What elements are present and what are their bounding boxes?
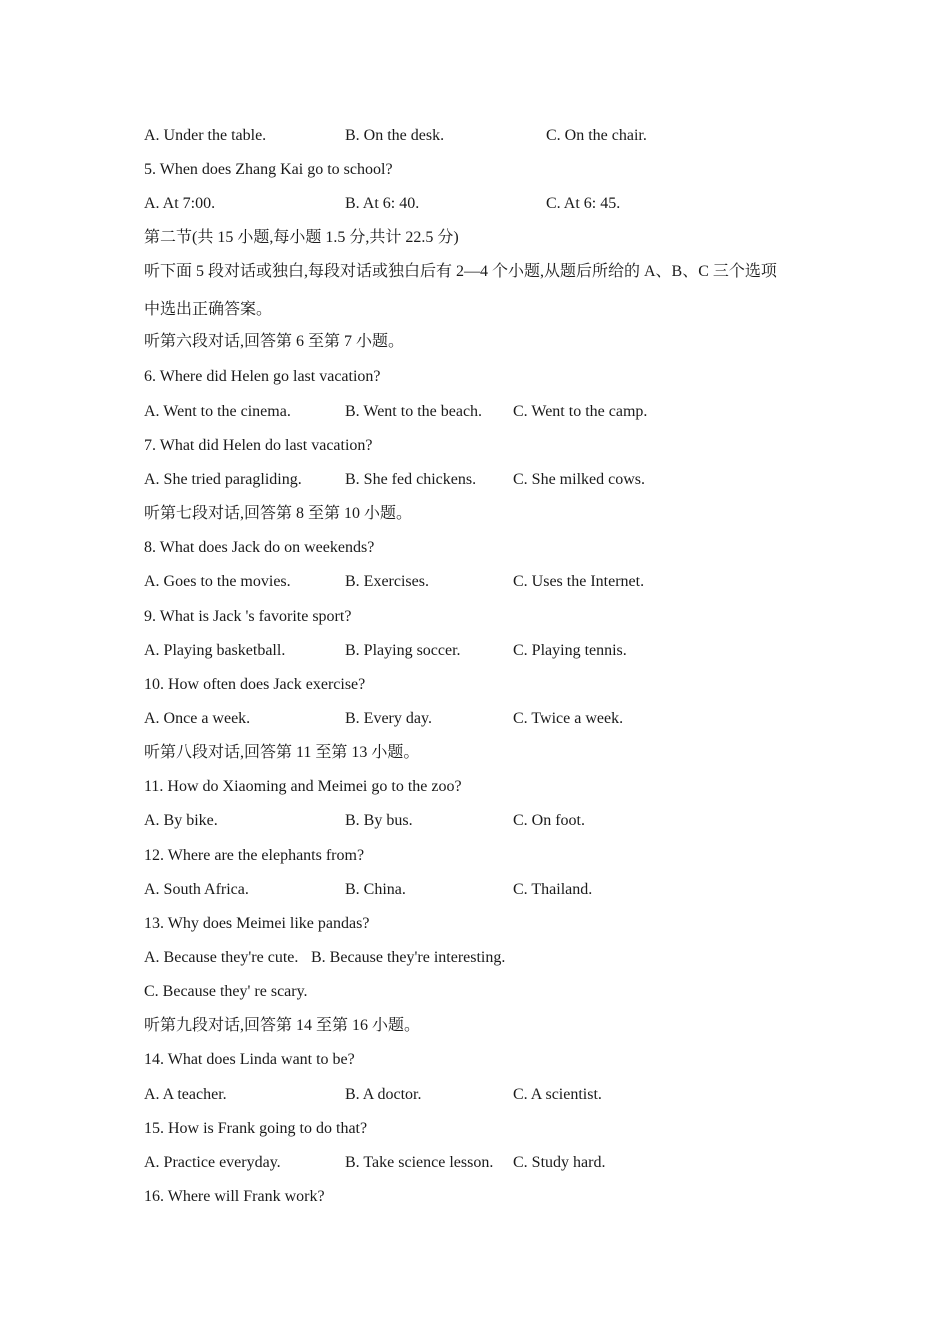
answer-option: A. Went to the cinema.	[144, 403, 291, 420]
instruction-text: 第二节(共 15 小题,每小题 1.5 分,共计 22.5 分)	[144, 229, 459, 246]
answer-option: B. Every day.	[345, 710, 432, 727]
answer-options-row	[144, 811, 824, 831]
answer-option: C. A scientist.	[513, 1086, 602, 1103]
answer-option: A. Because they're cute.	[144, 949, 299, 966]
answer-option: B. A doctor.	[345, 1086, 422, 1103]
answer-option: A. By bike.	[144, 812, 218, 829]
answer-option: A. Goes to the movies.	[144, 573, 291, 590]
instruction-text: 听第六段对话,回答第 6 至第 7 小题。	[144, 333, 405, 350]
answer-option: B. Playing soccer.	[345, 642, 461, 659]
question-text: 6. Where did Helen go last vacation?	[144, 368, 381, 385]
answer-option: A. South Africa.	[144, 881, 249, 898]
answer-option: C. Study hard.	[513, 1154, 606, 1171]
question-text: 15. How is Frank going to do that?	[144, 1120, 368, 1137]
answer-options-row	[144, 470, 824, 490]
question-text: 9. What is Jack 's favorite sport?	[144, 608, 352, 625]
answer-option: A. She tried paragliding.	[144, 471, 302, 488]
answer-options-row	[144, 709, 824, 729]
answer-option: B. Exercises.	[345, 573, 429, 590]
instruction-text: C. Because they' re scary.	[144, 983, 308, 1000]
answer-option: A. Once a week.	[144, 710, 251, 727]
answer-option: A. At 7:00.	[144, 195, 216, 212]
question-text: 12. Where are the elephants from?	[144, 847, 365, 864]
answer-option: C. On the chair.	[546, 127, 647, 144]
instruction-text: 听第七段对话,回答第 8 至第 10 小题。	[144, 505, 413, 522]
answer-option: B. Take science lesson.	[345, 1154, 494, 1171]
answer-options-row	[144, 194, 824, 214]
instruction-text: 听第八段对话,回答第 11 至第 13 小题。	[144, 744, 420, 761]
answer-option: B. China.	[345, 881, 406, 898]
question-text: 5. When does Zhang Kai go to school?	[144, 161, 393, 178]
answer-option: B. Went to the beach.	[345, 403, 483, 420]
instruction-text: 中选出正确答案。	[144, 301, 273, 318]
answer-options-row	[144, 641, 824, 661]
answer-option: A. Playing basketball.	[144, 642, 286, 659]
answer-options-row	[144, 572, 824, 592]
instruction-text: 听第九段对话,回答第 14 至第 16 小题。	[144, 1017, 421, 1034]
question-text: 8. What does Jack do on weekends?	[144, 539, 375, 556]
answer-options-row	[144, 948, 824, 968]
answer-options-row	[144, 1153, 824, 1173]
answer-option: C. Went to the camp.	[513, 403, 648, 420]
answer-options-row	[144, 880, 824, 900]
answer-option: A. Under the table.	[144, 127, 267, 144]
answer-option: C. On foot.	[513, 812, 585, 829]
answer-options-row	[144, 126, 824, 146]
question-text: 11. How do Xiaoming and Meimei go to the zoo?	[144, 778, 462, 795]
answer-option: A. A teacher.	[144, 1086, 227, 1103]
question-text: 7. What did Helen do last vacation?	[144, 437, 373, 454]
answer-option: B. At 6: 40.	[345, 195, 420, 212]
instruction-text: 听下面 5 段对话或独白,每段对话或独白后有 2—4 个小题,从题后所给的 A、B、C 三个选项	[144, 263, 777, 280]
answer-option: C. At 6: 45.	[546, 195, 621, 212]
answer-option: B. On the desk.	[345, 127, 445, 144]
answer-option: B. She fed chickens.	[345, 471, 477, 488]
answer-option: C. Twice a week.	[513, 710, 624, 727]
question-text: 14. What does Linda want to be?	[144, 1051, 355, 1068]
answer-option: C. Thailand.	[513, 881, 593, 898]
answer-option: B. By bus.	[345, 812, 413, 829]
answer-option: A. Practice everyday.	[144, 1154, 281, 1171]
answer-option: B. Because they're interesting.	[311, 949, 506, 966]
answer-option: C. Playing tennis.	[513, 642, 627, 659]
answer-options-row	[144, 1085, 824, 1105]
answer-options-row	[144, 402, 824, 422]
question-text: 10. How often does Jack exercise?	[144, 676, 366, 693]
answer-option: C. She milked cows.	[513, 471, 645, 488]
answer-option: C. Uses the Internet.	[513, 573, 645, 590]
question-text: 13. Why does Meimei like pandas?	[144, 915, 370, 932]
question-text: 16. Where will Frank work?	[144, 1188, 325, 1205]
